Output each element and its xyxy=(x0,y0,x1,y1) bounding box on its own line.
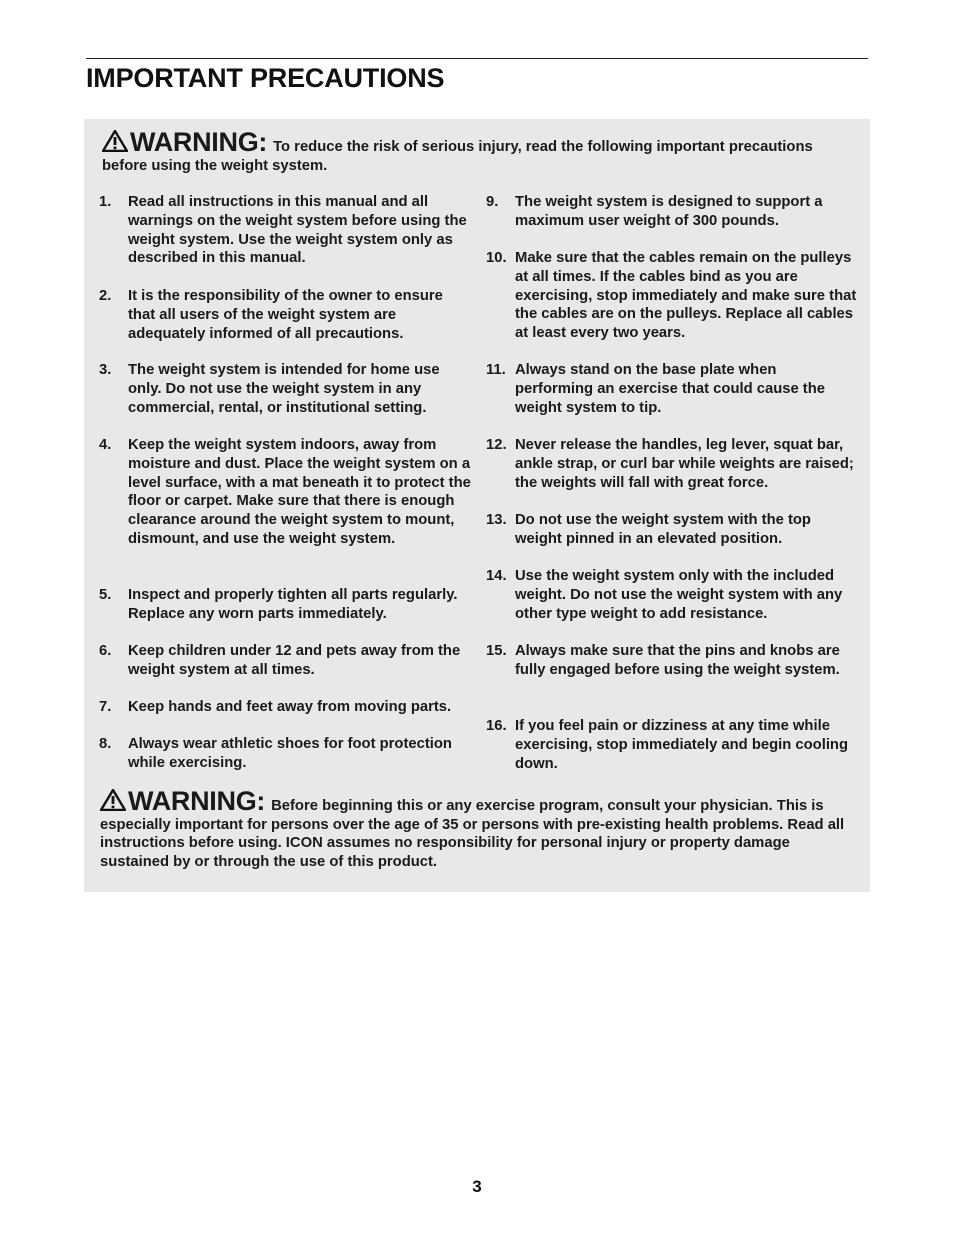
item-number: 6. xyxy=(99,643,112,659)
item-number: 4. xyxy=(99,437,112,453)
item-number: 5. xyxy=(99,587,112,603)
warning-physician xyxy=(100,786,860,871)
item-text: Keep hands and feet away from moving parts. xyxy=(128,699,452,715)
precaution-item xyxy=(99,436,471,549)
item-number: 8. xyxy=(99,736,112,752)
precaution-item xyxy=(486,361,858,417)
item-number: 10. xyxy=(486,250,507,266)
warning-heading xyxy=(100,786,265,816)
item-number: 14. xyxy=(486,568,507,584)
item-text: If you feel pain or dizziness at any time while exercising, stop immediately and begin cooling down. xyxy=(515,718,849,772)
top-rule xyxy=(86,58,868,59)
item-text: Never release the handles, leg lever, squat bar, ankle strap, or curl bar while weights are raised; the weights will fall with great force. xyxy=(515,437,854,491)
item-number: 15. xyxy=(486,643,507,659)
warning-triangle-icon xyxy=(100,789,126,811)
precaution-item xyxy=(486,717,858,773)
item-number: 9. xyxy=(486,194,499,210)
item-text: Always wear athletic shoes for foot protection while exercising. xyxy=(128,736,452,771)
warning-intro-text: To reduce the risk of serious injury, read the following important precautions before using the weight system. xyxy=(102,139,813,174)
item-number: 13. xyxy=(486,512,507,528)
precaution-item xyxy=(486,567,858,623)
item-number: 12. xyxy=(486,437,507,453)
item-text: Read all instructions in this manual and all warnings on the weight system before using the weight system. Use the weight system only as described in this manual. xyxy=(128,194,467,267)
warning-intro xyxy=(102,127,860,175)
warning-label: WARNING: xyxy=(128,786,266,816)
item-text: Do not use the weight system with the top weight pinned in an elevated position. xyxy=(515,512,811,547)
precaution-item xyxy=(99,735,471,773)
item-text: Inspect and properly tighten all parts regularly. Replace any worn parts immediately. xyxy=(128,587,458,622)
precautions-panel xyxy=(84,119,870,892)
precaution-item xyxy=(486,436,858,492)
item-text: Use the weight system only with the included weight. Do not use the weight system with any other type weight to add resistance. xyxy=(515,568,843,622)
item-number: 16. xyxy=(486,718,507,734)
item-text: Keep the weight system indoors, away from moisture and dust. Place the weight system on a level surface, with a mat beneath it to protect the floor or carpet. Make sure that there is enough clearance around the weight system to mount, dismount, and use the weight system. xyxy=(128,437,471,547)
item-number: 7. xyxy=(99,699,112,715)
precaution-item xyxy=(99,698,471,717)
warning-triangle-icon xyxy=(102,130,128,152)
precaution-item xyxy=(486,511,858,549)
precaution-item xyxy=(99,193,471,268)
item-text: The weight system is intended for home use only. Do not use the weight system in any commercial, rental, or institutional setting. xyxy=(128,362,440,416)
precaution-item xyxy=(99,361,471,417)
item-number: 2. xyxy=(99,288,112,304)
precaution-item xyxy=(99,642,471,680)
item-text: Always make sure that the pins and knobs are fully engaged before using the weight system. xyxy=(515,643,840,678)
item-text: It is the responsibility of the owner to ensure that all users of the weight system are adequately informed of all precautions. xyxy=(128,288,443,342)
item-number: 11. xyxy=(486,362,506,378)
warning-heading xyxy=(102,127,267,157)
warning-physician-text: Before beginning this or any exercise program, consult your physician. This is especially important for persons over the age of 35 or persons with pre-existing health problems. Read all instructions before using. ICON assumes no responsibility for personal injury or property damage sustained by or through the use of this product. xyxy=(100,798,845,870)
precaution-item xyxy=(486,249,858,343)
precaution-item xyxy=(99,586,471,624)
item-text: Make sure that the cables remain on the pulleys at all times. If the cables bind as you are exercising, stop immediately and make sure that the cables are on the pulleys. Replace all cables at least every two years. xyxy=(515,250,857,342)
item-number: 1. xyxy=(99,194,112,210)
page-number: 3 xyxy=(472,1177,482,1196)
item-text: Always stand on the base plate when performing an exercise that could cause the weight system to tip. xyxy=(515,362,826,416)
precaution-item xyxy=(486,193,858,231)
precaution-item xyxy=(99,287,471,343)
page-title: IMPORTANT PRECAUTIONS xyxy=(86,63,445,93)
item-text: Keep children under 12 and pets away from the weight system at all times. xyxy=(128,643,461,678)
item-number: 3. xyxy=(99,362,112,378)
item-text: The weight system is designed to support a maximum user weight of 300 pounds. xyxy=(515,194,823,229)
warning-label: WARNING: xyxy=(130,127,268,157)
precaution-item xyxy=(486,642,858,680)
